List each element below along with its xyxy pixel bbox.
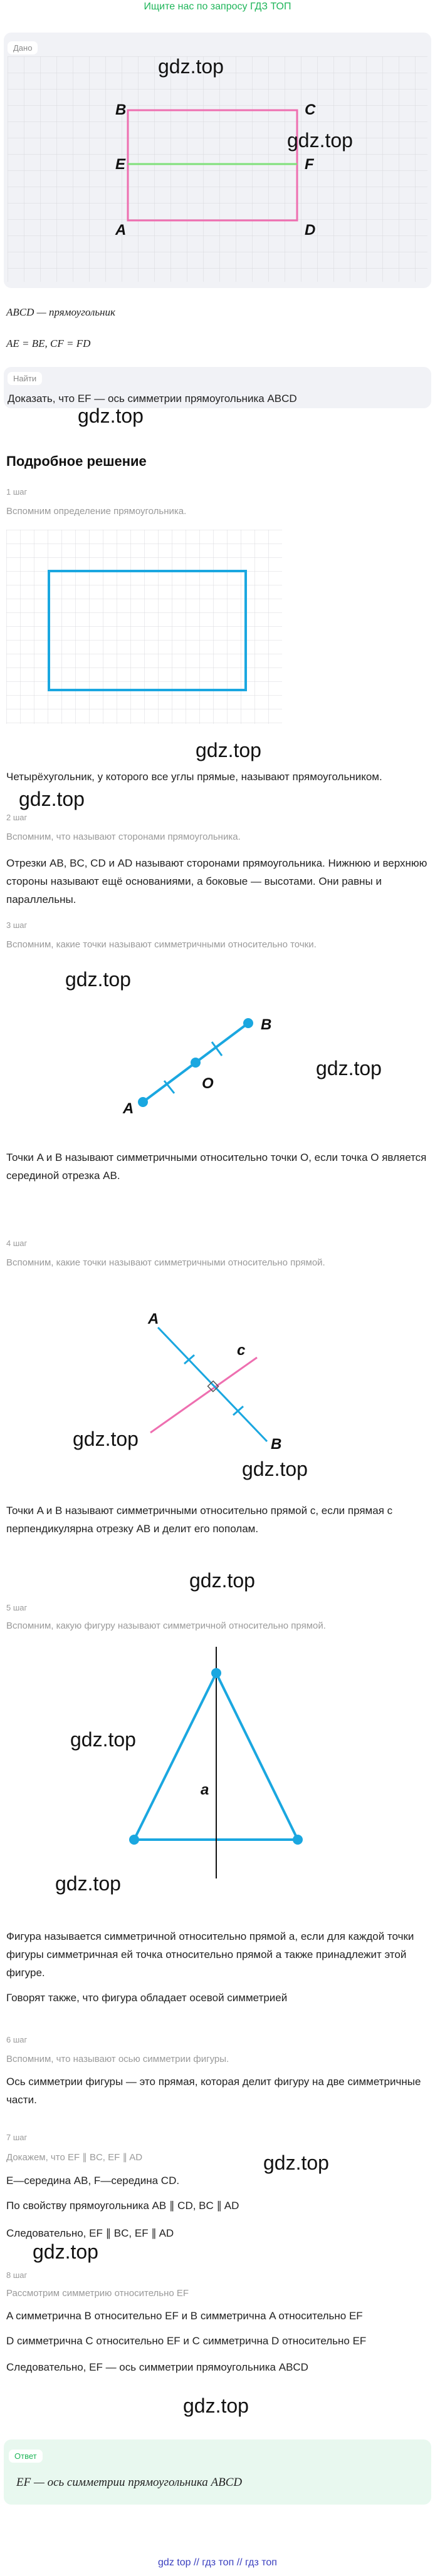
step-line: Следовательно, EF — ось симметрии прямоугольника ABCD [6,2361,308,2373]
label-a: a [201,1781,209,1798]
given-line-1: ABCD — прямоугольник [6,306,115,318]
given-figure [8,56,427,282]
segment-ab [158,1327,267,1441]
point-a [138,1097,148,1107]
label-a: A [115,222,127,239]
given-line-2: AE = BE, CF = FD [6,337,91,349]
watermark: gdz.top [263,2151,329,2174]
answer-chip: Ответ [9,2450,43,2463]
step-text: Отрезки AB, BC, CD и AD называют сторонами прямоугольника. Нижнюю и верхнюю стороны называют ещё основаниями, а боковые — высотами. Они равны и параллельны. [6,857,427,905]
watermark: gdz.top [316,1057,382,1079]
watermark: gdz.top [78,404,144,427]
step-line: По свойству прямоугольника AB ∥ CD, BC ∥ AD [6,2200,239,2212]
step-line: A симметрична B относительно EF и B симметрична A относительно EF [6,2310,363,2322]
watermark: gdz.top [33,2240,98,2263]
step-text: Точки A и B называют симметричными относительно точки O, если точка O является серединой отрезка AB. [6,1151,427,1182]
step-hint: Вспомним, какую фигуру называют симметричной относительно прямой. [6,1620,326,1631]
watermark: gdz.top [183,2394,249,2417]
step-label: 4 шаг [6,1239,28,1248]
step5-figure [113,1647,326,1878]
step-hint: Вспомним, что называют осью симметрии фигуры. [6,2054,229,2064]
step-hint: Докажем, что EF ∥ BC, EF ∥ AD [6,2152,143,2163]
footer-links[interactable]: gdz top // гдз топ // гдз топ [158,2557,277,2568]
watermark: gdz.top [287,129,353,152]
step-hint: Вспомним, какие точки называют симметричными относительно прямой. [6,1257,325,1268]
label-d: D [305,222,316,239]
step-label: 8 шаг [6,2270,28,2280]
step4-figure [125,1301,288,1451]
step-text-2: Говорят также, что фигура обладает осевой симметрией [6,1992,288,2004]
label-e: E [115,156,126,173]
label-b: B [271,1436,282,1451]
watermark: gdz.top [189,1569,255,1592]
search-hint[interactable]: Ищите нас по запросу ГДЗ ТОП [144,1,291,12]
label-b: B [261,1016,272,1033]
step-label: 7 шаг [6,2133,28,2142]
step1-figure [6,530,282,724]
label-c: c [237,1342,246,1359]
step-label: 3 шаг [6,920,28,930]
label-a: A [123,1100,134,1117]
step-hint: Вспомним, какие точки называют симметричными относительно точки. [6,939,317,950]
point-o [191,1058,201,1068]
watermark: gdz.top [19,788,85,810]
watermark: gdz.top [196,739,261,761]
step-text: Точки A и B называют симметричными относительно прямой c, если прямая c перпендикулярна отрезку AB и делит его пополам. [6,1505,393,1535]
step-text: Ось симметрии фигуры — это прямая, которая делит фигуру на две симметричные части. [6,2076,421,2106]
line-c [150,1358,257,1433]
step-label: 6 шаг [6,2035,28,2044]
given-chip: Дано [8,41,38,54]
step-line: E—середина AB, F—середина CD. [6,2175,180,2187]
label-b: B [115,101,127,118]
point-b [243,1018,253,1028]
watermark: gdz.top [55,1872,121,1895]
label-f: F [305,156,314,173]
label-o: O [202,1075,214,1092]
watermark: gdz.top [65,968,131,991]
watermark: gdz.top [70,1728,136,1751]
step-text: Фигура называется симметричной относительно прямой a, если для каждой точки фигуры симметричная ей точка относительно прямой a также принадлежит этой фигуре. [6,1930,414,1979]
step3-figure [113,1008,276,1133]
step-label: 2 шаг [6,813,28,822]
label-c: C [305,101,316,118]
watermark: gdz.top [242,1458,308,1480]
step-text: Четырёхугольник, у которого все углы прямые, называют прямоугольником. [6,771,382,783]
solution-title: Подробное решение [6,453,147,469]
step-hint: Вспомним определение прямоугольника. [6,506,187,517]
step-line: Следовательно, EF ∥ BC, EF ∥ AD [6,2227,174,2239]
step-label: 5 шаг [6,1603,28,1612]
step-hint: Вспомним, что называют сторонами прямоугольника. [6,832,241,842]
step-line: D симметрична C относительно EF и C симметрична D относительно EF [6,2335,367,2347]
step-hint: Рассмотрим симметрию относительно EF [6,2288,189,2299]
answer-panel [4,2439,431,2505]
label-a: A [148,1311,159,1327]
find-chip: Найти [8,372,42,385]
watermark: gdz.top [73,1428,139,1450]
answer-text: EF — ось симметрии прямоугольника ABCD [16,2476,243,2489]
watermark: gdz.top [158,55,224,78]
step-label: 1 шаг [6,487,28,497]
find-text: Доказать, что EF — ось симметрии прямоугольника ABCD [8,393,297,404]
